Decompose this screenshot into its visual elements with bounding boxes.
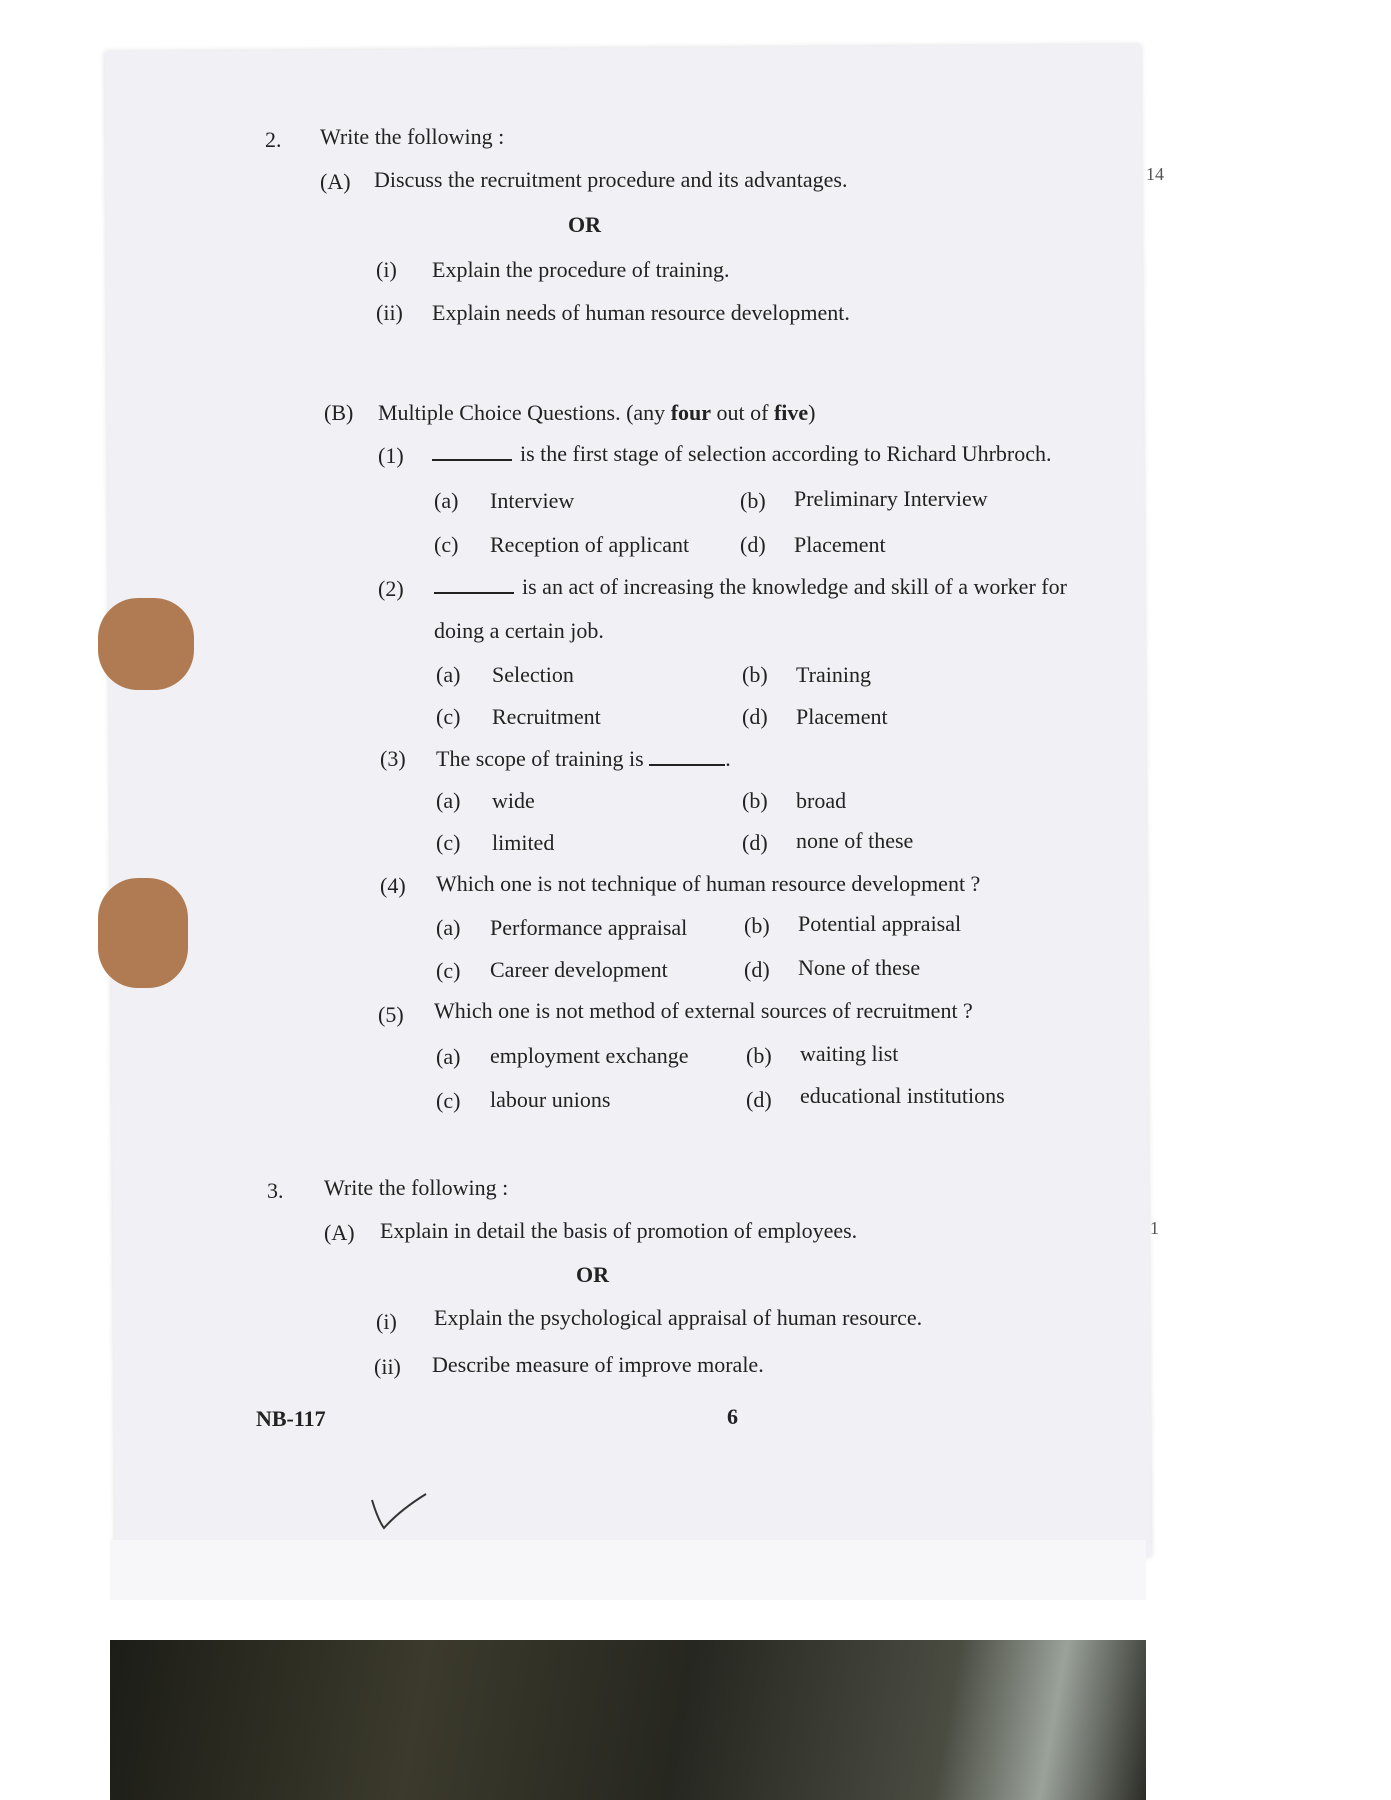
mcq5-opt-b-label: (b) xyxy=(746,1043,772,1068)
mcq2-opt-a-text: Selection xyxy=(492,662,574,687)
mcq5-number: (5) xyxy=(378,1002,404,1027)
mcq3-text: The scope of training is . xyxy=(436,746,731,771)
q2a-or: OR xyxy=(568,212,601,237)
mcq4-number: (4) xyxy=(380,873,406,898)
mcq1-opt-b-text: Preliminary Interview xyxy=(794,486,988,511)
checkmark-icon xyxy=(370,1490,430,1535)
mcq4-opt-a-label: (a) xyxy=(436,915,461,940)
answer-blank xyxy=(432,445,512,461)
q3a-or: OR xyxy=(576,1262,609,1287)
mcq2-opt-c-label: (c) xyxy=(436,704,461,729)
q2-title: Write the following : xyxy=(320,124,505,149)
mcq1-opt-c-text: Reception of applicant xyxy=(490,532,690,557)
mcq5-opt-c-label: (c) xyxy=(436,1088,461,1113)
mcq3-number: (3) xyxy=(380,746,406,771)
q3a-ii-label: (ii) xyxy=(374,1354,401,1379)
mcq4-opt-b-text: Potential appraisal xyxy=(798,911,962,936)
mcq2-opt-d-label: (d) xyxy=(742,704,768,729)
mcq5-text: Which one is not method of external sources of recruitment ? xyxy=(434,998,973,1023)
mcq3-opt-c-label: (c) xyxy=(436,830,461,855)
mcq5-opt-c-text: labour unions xyxy=(490,1087,611,1112)
q3-number: 3. xyxy=(267,1178,284,1203)
q3a-label: (A) xyxy=(324,1220,355,1245)
mcq3-opt-b-text: broad xyxy=(796,788,847,813)
mcq4-opt-c-text: Career development xyxy=(490,957,668,982)
mcq2-opt-a-label: (a) xyxy=(436,662,461,687)
mcq1-number: (1) xyxy=(378,443,404,468)
mcq2-text-cont: doing a certain job. xyxy=(434,618,604,643)
mcq2-opt-b-text: Training xyxy=(796,662,871,687)
mcq1-text: is the first stage of selection according to Richard Uhrbroch. xyxy=(432,441,1052,467)
mcq3-opt-a-text: wide xyxy=(492,788,535,813)
mcq4-opt-d-text: None of these xyxy=(798,955,921,980)
mcq5-opt-d-label: (d) xyxy=(746,1087,772,1112)
q2a-i-text: Explain the procedure of training. xyxy=(432,257,730,282)
mcq4-opt-d-label: (d) xyxy=(744,957,770,982)
mcq1-opt-d-label: (d) xyxy=(740,532,766,557)
mcq4-opt-a-text: Performance appraisal xyxy=(490,915,688,940)
margin-mark: 1 xyxy=(1150,1218,1159,1238)
mcq2-text: is an act of increasing the knowledge and skill of a worker for xyxy=(434,574,1067,600)
mcq1-opt-b-label: (b) xyxy=(740,488,766,513)
mcq4-text: Which one is not technique of human resource development ? xyxy=(436,871,981,896)
paper-code: NB-117 xyxy=(256,1406,326,1431)
q2a-i-label: (i) xyxy=(376,257,397,282)
mcq1-opt-a-label: (a) xyxy=(434,488,459,513)
q2a-text: Discuss the recruitment procedure and its advantages. xyxy=(374,167,848,192)
mcq5-opt-d-text: educational institutions xyxy=(800,1083,1005,1108)
finger xyxy=(98,878,188,988)
finger xyxy=(98,598,194,690)
mcq5-opt-a-text: employment exchange xyxy=(490,1043,689,1068)
answer-blank xyxy=(649,750,725,766)
mcq3-opt-b-label: (b) xyxy=(742,788,768,813)
mcq1-opt-a-text: Interview xyxy=(490,488,575,513)
q2a-ii-label: (ii) xyxy=(376,300,403,325)
mcq1-opt-d-text: Placement xyxy=(794,532,886,557)
mcq3-opt-a-label: (a) xyxy=(436,788,461,813)
page-number: 6 xyxy=(727,1404,738,1429)
mcq3-opt-d-label: (d) xyxy=(742,830,768,855)
mcq1-opt-c-label: (c) xyxy=(434,532,459,557)
q2b-title: Multiple Choice Questions. (any four out of five) xyxy=(378,400,816,425)
mcq2-opt-b-label: (b) xyxy=(742,662,768,687)
q2a-ii-text: Explain needs of human resource development. xyxy=(432,300,850,325)
mcq2-number: (2) xyxy=(378,576,404,601)
mcq5-opt-b-text: waiting list xyxy=(800,1041,899,1066)
q3a-ii-text: Describe measure of improve morale. xyxy=(432,1352,764,1377)
under-sheet xyxy=(110,1540,1146,1600)
q3-title: Write the following : xyxy=(324,1175,509,1200)
q2a-label: (A) xyxy=(320,169,351,194)
mcq3-opt-d-text: none of these xyxy=(796,828,914,853)
mcq4-opt-c-label: (c) xyxy=(436,958,461,983)
background-surface xyxy=(110,1640,1146,1800)
mcq3-opt-c-text: limited xyxy=(492,830,555,855)
q3a-i-text: Explain the psychological appraisal of human resource. xyxy=(434,1305,923,1330)
mcq2-opt-d-text: Placement xyxy=(796,704,888,729)
margin-mark: 14 xyxy=(1146,164,1164,184)
q2-number: 2. xyxy=(265,127,282,152)
q3a-text: Explain in detail the basis of promotion of employees. xyxy=(380,1218,858,1243)
answer-blank xyxy=(434,578,514,594)
q3a-i-label: (i) xyxy=(376,1309,397,1334)
q2b-label: (B) xyxy=(324,400,354,425)
mcq5-opt-a-label: (a) xyxy=(436,1044,461,1069)
mcq4-opt-b-label: (b) xyxy=(744,913,770,938)
mcq2-opt-c-text: Recruitment xyxy=(492,704,601,729)
